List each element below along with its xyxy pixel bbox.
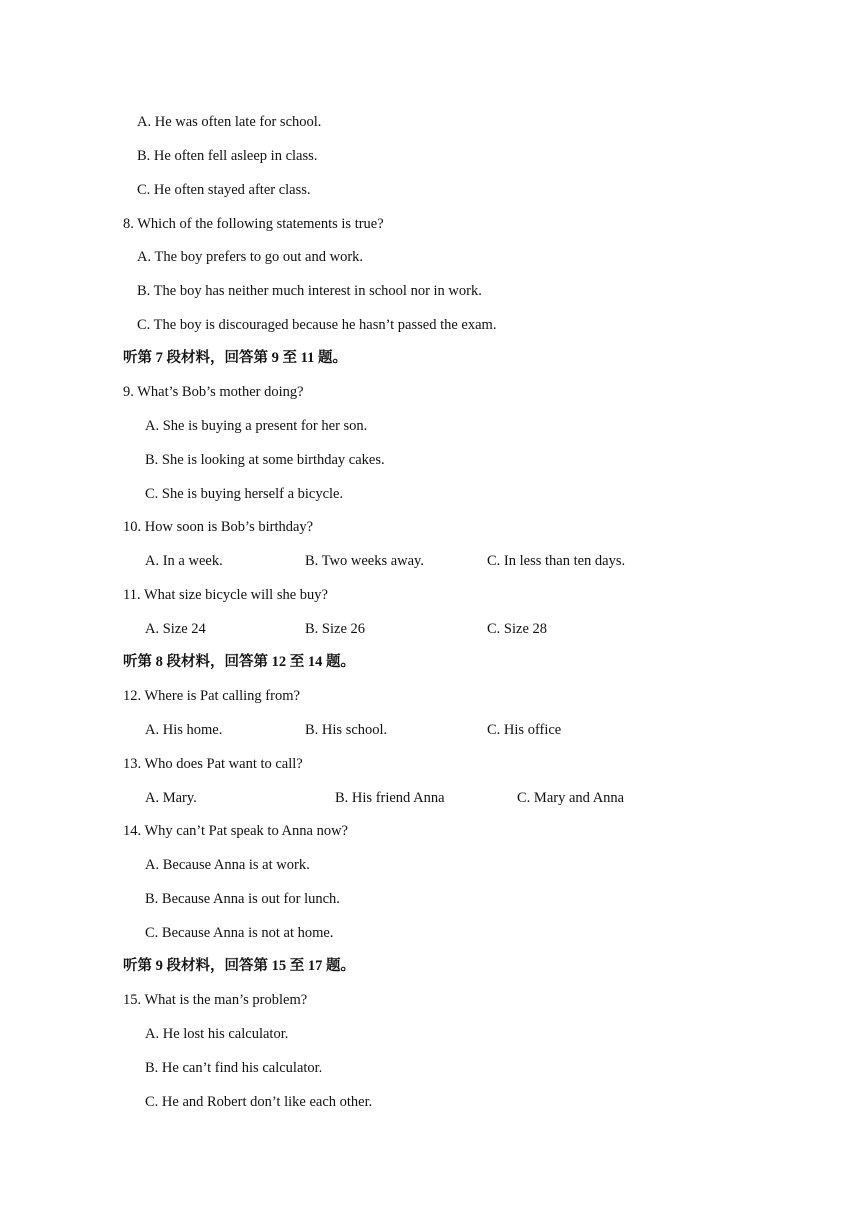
- q7-option-c: C. He often stayed after class.: [137, 182, 311, 198]
- q10-option-a: A. In a week.: [145, 553, 223, 569]
- section-heading-8: 听第 8 段材料，回答第 12 至 14 题。: [123, 654, 355, 670]
- question-10: 10. How soon is Bob’s birthday?: [123, 519, 314, 535]
- q11-option-c: C. Size 28: [487, 621, 548, 637]
- q11-option-a: A. Size 24: [145, 621, 206, 637]
- q13-option-a: A. Mary.: [145, 790, 197, 806]
- question-14: 14. Why can’t Pat speak to Anna now?: [123, 823, 348, 839]
- q7-option-b: B. He often fell asleep in class.: [137, 148, 318, 164]
- q13-option-b: B. His friend Anna: [335, 790, 445, 806]
- q7-option-a: A. He was often late for school.: [137, 114, 322, 130]
- q15-option-a: A. He lost his calculator.: [145, 1026, 289, 1042]
- q8-option-b: B. The boy has neither much interest in school nor in work.: [137, 283, 482, 299]
- q9-option-a: A. She is buying a present for her son.: [145, 418, 368, 434]
- q15-option-b: B. He can’t find his calculator.: [145, 1060, 323, 1076]
- section-heading-7: 听第 7 段材料，回答第 9 至 11 题。: [123, 350, 347, 366]
- question-12: 12. Where is Pat calling from?: [123, 688, 300, 704]
- q8-option-a: A. The boy prefers to go out and work.: [137, 249, 364, 265]
- q12-option-b: B. His school.: [305, 722, 388, 738]
- question-8: 8. Which of the following statements is true?: [123, 216, 384, 232]
- q9-option-c: C. She is buying herself a bicycle.: [145, 486, 344, 502]
- q11-option-b: B. Size 26: [305, 621, 366, 637]
- q14-option-c: C. Because Anna is not at home.: [145, 925, 334, 941]
- question-15: 15. What is the man’s problem?: [123, 992, 308, 1008]
- q10-option-b: B. Two weeks away.: [305, 553, 424, 569]
- q10-option-c: C. In less than ten days.: [487, 553, 626, 569]
- q15-option-c: C. He and Robert don’t like each other.: [145, 1094, 373, 1110]
- q13-option-c: C. Mary and Anna: [517, 790, 625, 806]
- q12-option-a: A. His home.: [145, 722, 223, 738]
- question-9: 9. What’s Bob’s mother doing?: [123, 384, 304, 400]
- q8-option-c: C. The boy is discouraged because he hasn’t passed the exam.: [137, 317, 497, 333]
- section-heading-9: 听第 9 段材料，回答第 15 至 17 题。: [123, 958, 355, 974]
- question-13: 13. Who does Pat want to call?: [123, 756, 303, 772]
- q12-option-c: C. His office: [487, 722, 562, 738]
- question-11: 11. What size bicycle will she buy?: [123, 587, 328, 603]
- q9-option-b: B. She is looking at some birthday cakes.: [145, 452, 385, 468]
- q14-option-a: A. Because Anna is at work.: [145, 857, 310, 873]
- q14-option-b: B. Because Anna is out for lunch.: [145, 891, 340, 907]
